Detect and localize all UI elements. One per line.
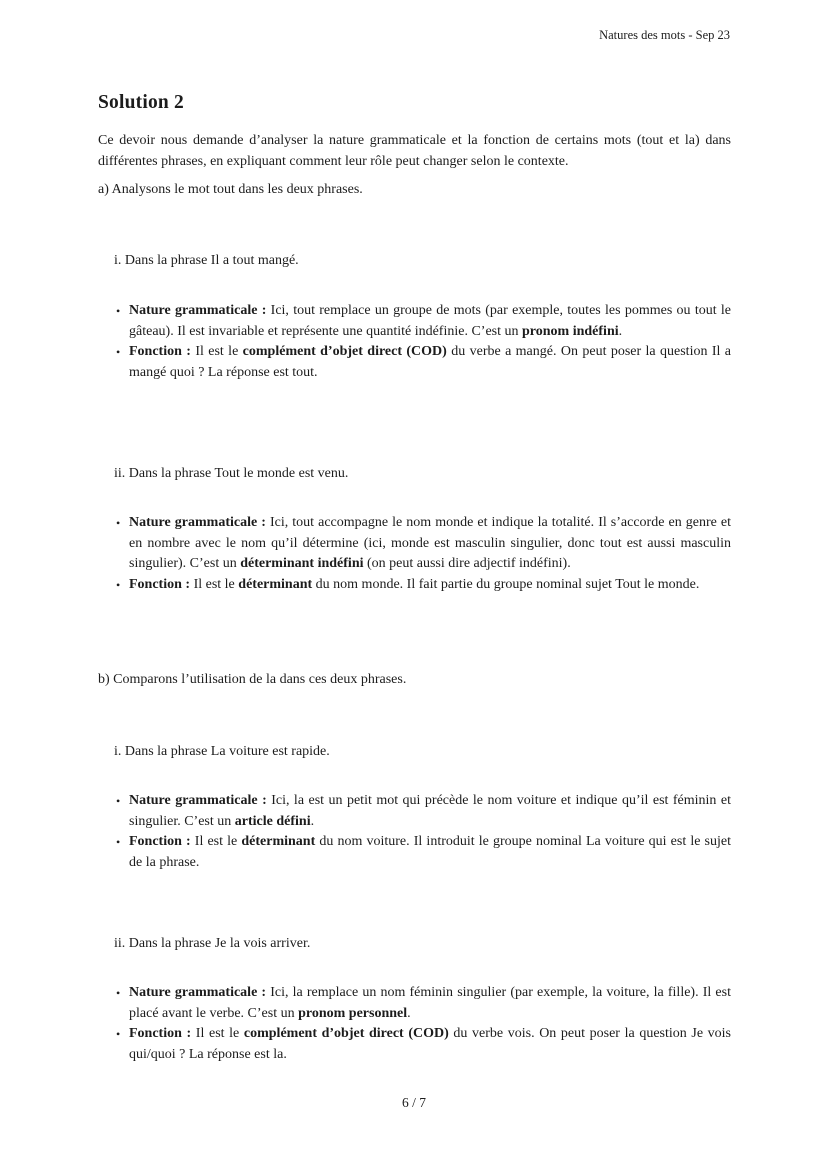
list-item: • Fonction : Il est le déterminant du nom voiture. Il introduit le groupe nominal La voiture qui est le sujet de la phrase. (115, 832, 731, 873)
part-b-label: b) Comparons l’utilisation de la dans ces deux phrases. (98, 672, 407, 687)
list-item: • Fonction : Il est le complément d’objet direct (COD) du verbe vois. On peut poser la question Je vois qui/quoi ? La réponse est la. (115, 1024, 731, 1065)
page-title: Solution 2 (98, 92, 184, 113)
intro-paragraph: Ce devoir nous demande d’analyser la nature grammaticale et la fonction de certains mots (tout et la) dans différentes phrases, en expliquant comment leur rôle peut changer selon le contexte. (98, 133, 731, 169)
phrase-heading-a-ii: ii. Dans la phrase Tout le monde est venu. (114, 466, 349, 481)
footer-page-number: 6 / 7 (401, 1095, 426, 1110)
list-item: • Fonction : Il est le déterminant du nom monde. Il fait partie du groupe nominal sujet Tout le monde. (115, 575, 731, 596)
bullet-list-b-i (115, 791, 731, 873)
list-item: • Nature grammaticale : Ici, tout remplace un groupe de mots (par exemple, toutes les pommes ou tout le gâteau). Il est invariable et représente une quantité indéfinie. C’est un pronom indéfini. (115, 301, 731, 342)
list-item: • Fonction : Il est le complément d’objet direct (COD) du verbe a mangé. On peut poser la question Il a mangé quoi ? La réponse est tout. (115, 342, 731, 383)
list-item: • Nature grammaticale : Ici, tout accompagne le nom monde et indique la totalité. Il s’accorde en genre et en nombre avec le nom qu’il détermine (ici, monde est masculin singulier, donc tout est aussi masculin singulier). C’est un déterminant indéfini (on peut aussi dire adjectif indéfini). (115, 513, 731, 575)
phrase-heading-b-i: i. Dans la phrase La voiture est rapide. (114, 744, 330, 759)
page-header: Natures des mots - Sep 23 (599, 28, 730, 42)
phrase-heading-b-ii: ii. Dans la phrase Je la vois arriver. (114, 936, 311, 951)
bullet-list-b-ii (115, 983, 731, 1065)
list-item: • Nature grammaticale : Ici, la est un petit mot qui précède le nom voiture et indique qu’il est féminin et singulier. C’est un article défini. (115, 791, 731, 832)
bullet-list-a-i (115, 301, 731, 383)
phrase-heading-a-i: i. Dans la phrase Il a tout mangé. (114, 253, 299, 268)
part-a-label: a) Analysons le mot tout dans les deux phrases. (98, 182, 363, 197)
list-item: • Nature grammaticale : Ici, la remplace un nom féminin singulier (par exemple, la voiture, la fille). Il est placé avant le verbe. C’est un pronom personnel. (115, 983, 731, 1024)
bullet-list-a-ii (115, 513, 731, 595)
